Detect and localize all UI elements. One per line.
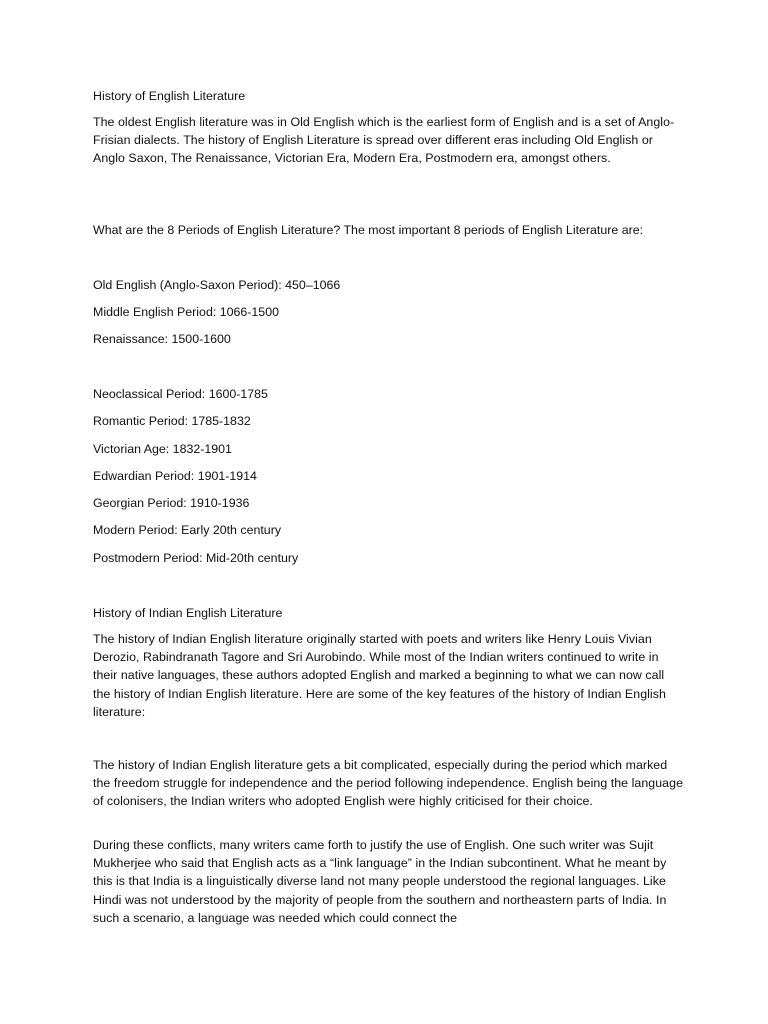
period-item: Middle English Period: 1066-1500 (93, 305, 279, 319)
indian-paragraph-3: During these conflicts, many writers came forth to justify the use of English. One such writer was Sujit Mukherjee who said that English acts as a “link language” in the Indian subcontinent. What he meant by this is that India is a linguistically diverse land not many people understood the regional languages. Like Hindi was not understood by the majority of people from the southern and northeastern parts of India. In such a scenario, a language was needed which could connect the (93, 838, 667, 925)
period-item: Georgian Period: 1910-1936 (93, 496, 250, 510)
period-item: Neoclassical Period: 1600-1785 (93, 387, 268, 401)
indian-paragraph-1: The history of Indian English literature originally started with poets and writers like Henry Louis Vivian Derozio, Rabindranath Tagore and Sri Aurobindo. While most of the Indian writers continued to write in their native languages, these authors adopted English and marked a beginning to what we can now call the history of Indian English literature. Here are some of the key features of the history of Indian English literature: (93, 632, 666, 719)
indian-paragraph-2: The history of Indian English literature gets a bit complicated, especially during the period which marked the freedom struggle for independence and the period following independence. English being the language of colonisers, the Indian writers who adopted English were highly criticised for their choice. (93, 758, 684, 809)
period-item: Renaissance: 1500-1600 (93, 332, 231, 346)
period-item: Edwardian Period: 1901-1914 (93, 469, 257, 483)
section-heading: History of Indian English Literature (93, 606, 283, 620)
period-item: Old English (Anglo-Saxon Period): 450–1066 (93, 278, 341, 292)
intro-paragraph: The oldest English literature was in Old English which is the earliest form of English and is a set of Anglo-Frisian dialects. The history of English Literature is spread over different eras including Old English or Anglo Saxon, The Renaissance, Victorian Era, Modern Era, Postmodern era, amongst others. (93, 115, 675, 166)
period-item: Modern Period: Early 20th century (93, 523, 282, 537)
document-title: History of English Literature (93, 89, 246, 103)
period-item: Postmodern Period: Mid-20th century (93, 551, 299, 565)
period-item: Romantic Period: 1785-1832 (93, 414, 251, 428)
periods-question: What are the 8 Periods of English Literature? The most important 8 periods of English Literature are: (93, 223, 644, 237)
period-item: Victorian Age: 1832-1901 (93, 442, 232, 456)
